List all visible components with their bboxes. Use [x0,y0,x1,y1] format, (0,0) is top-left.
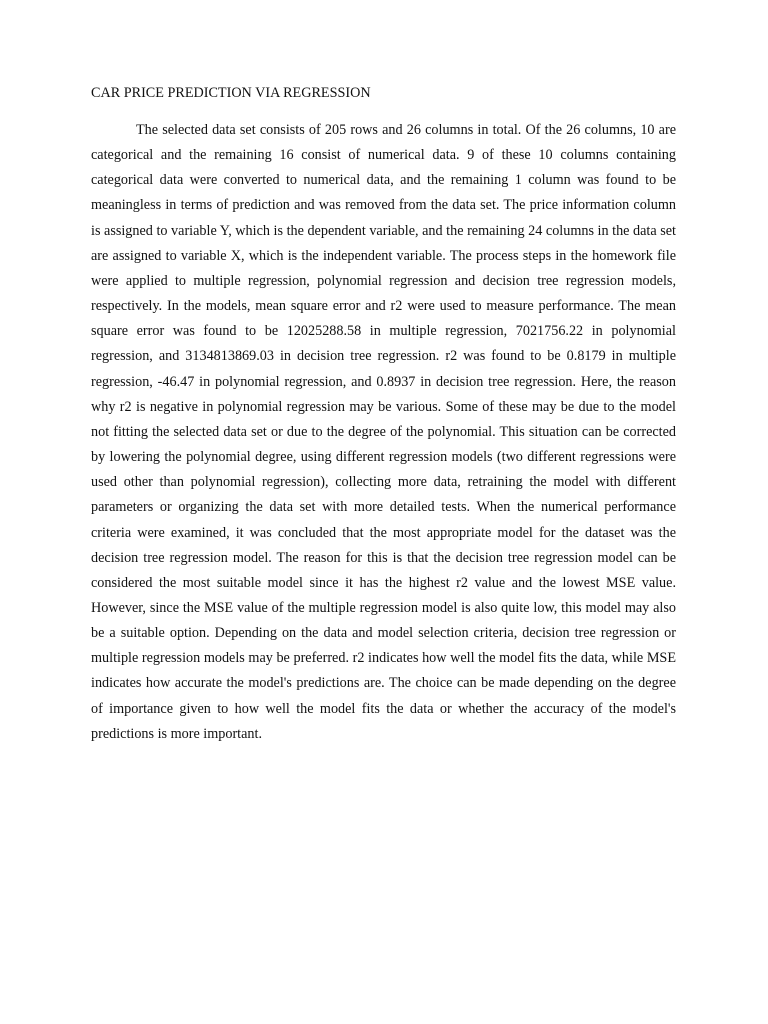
document-title: CAR PRICE PREDICTION VIA REGRESSION [91,85,371,101]
body-paragraph: The selected data set consists of 205 rows and 26 columns in total. Of the 26 columns, 10 are categorical and the remaining 16 consist of numerical data. 9 of these 10 columns containing categorical data were converted to numerical data, and the remaining 1 column was found to be meaningless in terms of prediction and was removed from the data set. The price information column is assigned to variable Y, which is the dependent variable, and the remaining 24 columns in the data set are assigned to variable X, which is the independent variable. The process steps in the homework file were applied to multiple regression, polynomial regression and decision tree regression models, respectively. In the models, mean square error and r2 were used to measure performance. The mean square error was found to be 12025288.58 in multiple regression, 7021756.22 in polynomial regression, and 3134813869.03 in decision tree regression. r2 was found to be 0.8179 in multiple regression, -46.47 in polynomial regression, and 0.8937 in decision tree regression. Here, the reason why r2 is negative in polynomial regression may be various. Some of these may be due to the model not fitting the selected data set or due to the degree of the polynomial. This situation can be corrected by lowering the polynomial degree, using different regression models (two different regressions were used other than polynomial regression), collecting more data, retraining the model with different parameters or organizing the data set with more detailed tests. When the numerical performance criteria were examined, it was concluded that the most appropriate model for the dataset was the decision tree regression model. The reason for this is that the decision tree regression model can be considered the most suitable model since it has the highest r2 value and the lowest MSE value. However, since the MSE value of the multiple regression model is also quite low, this model may also be a suitable option. Depending on the data and model selection criteria, decision tree regression or multiple regression models may be preferred. r2 indicates how well the model fits the data, while MSE indicates how accurate the model's predictions are. The choice can be made depending on the degree of importance given to how well the model fits the data or whether the accuracy of the model's predictions is more important. [91,122,676,742]
